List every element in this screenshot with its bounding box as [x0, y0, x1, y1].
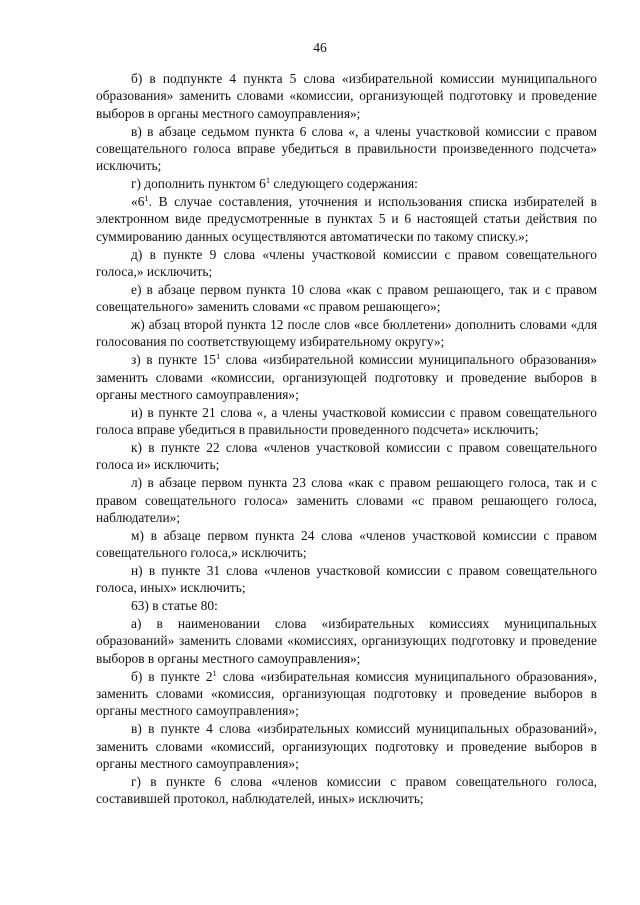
paragraph-e-point-10: е) в абзаце первом пункта 10 слова «как с правом решающего, так и с правом совещательного» заменить словами «с правом решающего»; — [96, 281, 597, 315]
paragraph-g-point-6: г) в пункте 6 слова «членов комиссии с правом совещательного голоса, составившей протокол, наблюдателей, иных» исключить; — [96, 773, 597, 807]
paragraph-m-point-24: м) в абзаце первом пункта 24 слова «членов участковой комиссии с правом совещательного голоса,» исключить; — [96, 527, 597, 561]
paragraph-z-point-15-1: з) в пункте $15^1$ слова «избирательной комиссии муниципального образования» заменить словами «комиссии, организующей подготовку и проведение выборов в органы местного самоуправления»; — [96, 351, 597, 403]
paragraph-d-point-9: д) в пункте 9 слова «члены участковой комиссии с правом совещательного голоса,» исключить; — [96, 246, 597, 280]
paragraph-l-point-23: л) в абзаце первом пункта 23 слова «как с правом решающего голоса, так и с правом совещательного голоса» заменить словами «с правом решающего голоса, наблюдатели»; — [96, 475, 597, 526]
paragraph-zh-point-12: ж) абзац второй пункта 12 после слов «все бюллетени» дополнить словами «для голосования по соответствующему избирательному округу»; — [96, 317, 597, 350]
page-number: 46 — [313, 40, 327, 55]
paragraph-b-subpoint-4: б) в подпункте 4 пункта 5 слова «избирательной комиссии муниципального образования» заменить словами «комиссии, организующей подготовку и проведение выборов в органы местного самоуправления»; — [96, 71, 597, 121]
paragraph-k-point-22: к) в пункте 22 слова «членов участковой комиссии с правом совещательного голоса и» исключить; — [96, 440, 597, 473]
paragraph-a-title: а) в наименовании слова «избирательных комиссиях муниципальных образований» заменить словами «комиссиях, организующих подготовку и проведение выборов в органы местного самоуправления»; — [96, 616, 597, 666]
paragraph-v-point-4: в) в пункте 4 слова «избирательных комиссий муниципальных образований», заменить словами «комиссий, организующих подготовку и проведение выборов в органы местного самоуправления»; — [96, 721, 597, 772]
paragraph-6-1-content: «$6^1$. В случае составления, уточнения и использования списка избирателей в электронном виде предусмотренные в пунктах 5 и 6 настоящей статьи действия по суммированию данных осуществляются автоматически по такому списку.»; — [96, 193, 597, 244]
paragraph-b-point-2-1: б) в пункте $2^1$ слова «избирательная комиссия муниципального образования», заменить словами «комиссия, организующая подготовку и проведение выборов в органы местного самоуправления»; — [96, 667, 597, 719]
paragraph-n-point-31: н) в пункте 31 слова «членов участковой комиссии с правом совещательного голоса, иных» исключить; — [96, 563, 597, 596]
document-body — [96, 70, 597, 808]
paragraph-63-article-80: 63) в статье 80: — [131, 598, 218, 614]
paragraph-i-point-21: и) в пункте 21 слова «, а члены участковой комиссии с правом совещательного голоса вправе убедиться в правильности проведенного подсчета» исключить; — [96, 404, 597, 438]
paragraph-v-abzac-7: в) в абзаце седьмом пункта 6 слова «, а члены участковой комиссии с правом совещательного голоса вправе убедиться в правильности произведенного подсчета» исключить; — [96, 123, 597, 174]
paragraph-g-add-point-6-1: г) дополнить пунктом $6^1$ следующего содержания: — [131, 175, 418, 192]
